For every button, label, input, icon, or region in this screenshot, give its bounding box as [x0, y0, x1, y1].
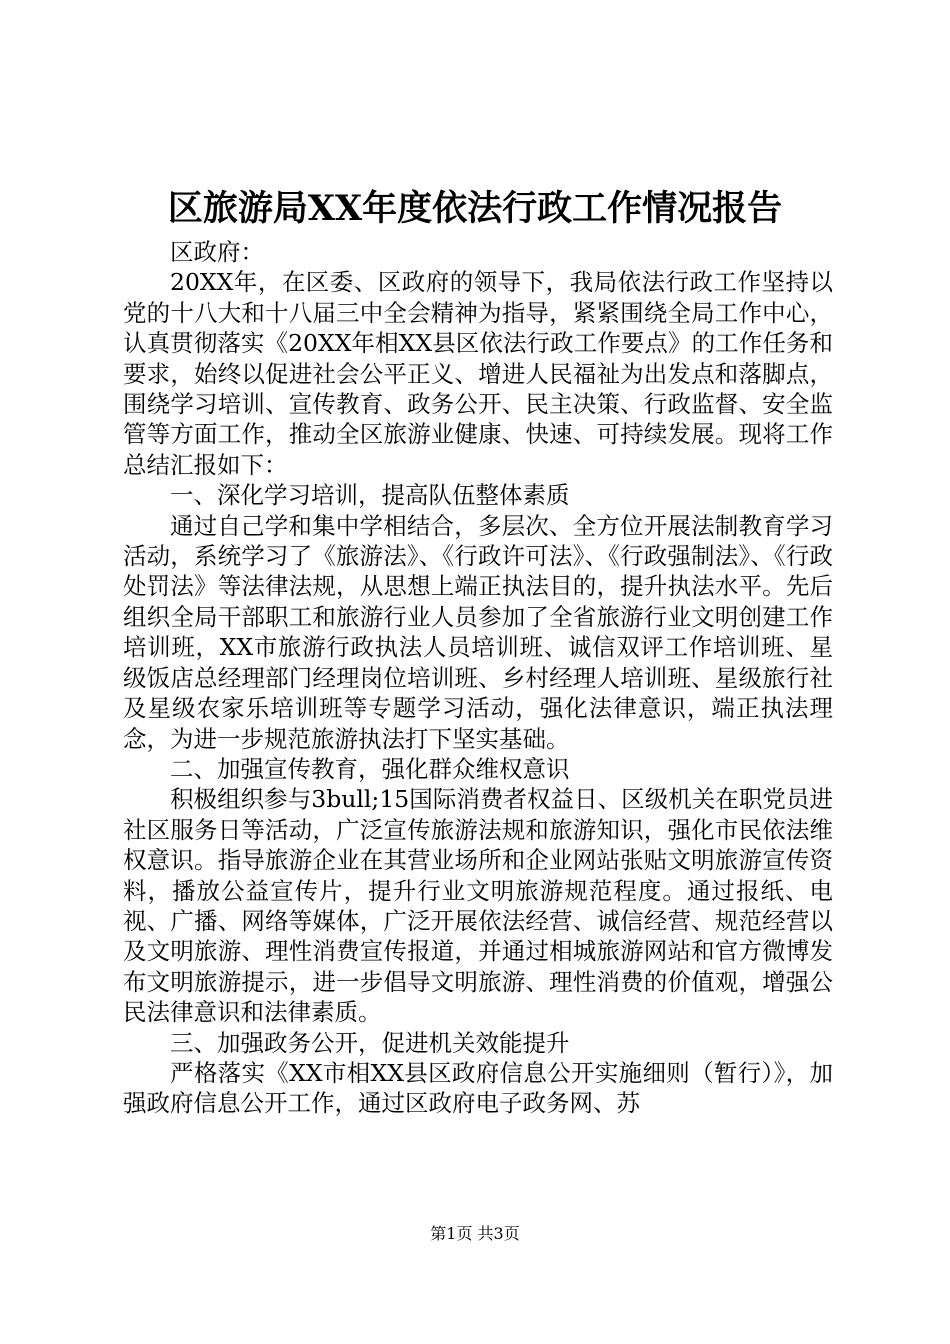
section-paragraph-2: 积极组织参与3bull;15国际消费者权益日、区级机关在职党员进社区服务日等活动，广泛宣传旅游法规和旅游知识，强化市民依法维权意识。指导旅游企业在其营业场所和企业网站张贴文明旅游宣传资料，播放公益宣传片，提升行业文明旅游规范程度。通过报纸、电视、广播、网络等媒体，广泛开展依法经营、诚信经营、规范经营以及文明旅游、理性消费宣传报道，并通过相城旅游网站和官方微博发布文明旅游提示，进一步倡导文明旅游、理性消费的价值观，增强公民法律意识和法律素质。 [123, 785, 833, 1027]
section-heading-1: 一、深化学习培训，提高队伍整体素质 [170, 481, 570, 510]
section-heading-3: 三、加强政务公开，促进机关效能提升 [170, 1028, 570, 1057]
intro-paragraph: 20XX年，在区委、区政府的领导下，我局依法行政工作坚持以党的十八大和十八届三中全会精神为指导，紧紧围绕全局工作中心，认真贯彻落实《20XX年相XX县区依法行政工作要点》的工作任务和要求，始终以促进社会公平正义、增进人民福祉为出发点和落脚点，围绕学习培训、宣传教育、政务公开、民主决策、行政监督、安全监管等方面工作，推动全区旅游业健康、快速、可持续发展。现将工作总结汇报如下： [123, 268, 833, 479]
salutation: 区政府： [170, 238, 264, 266]
section-paragraph-3: 严格落实《XX市相XX县区政府信息公开实施细则（暂行）》，加强政府信息公开工作，通过区政府电子政务网、苏 [123, 1058, 833, 1118]
section-heading-2: 二、加强宣传教育，强化群众维权意识 [170, 754, 570, 783]
document-title: 区旅游局XX年度依法行政工作情况报告 [167, 188, 783, 229]
document-body [123, 237, 833, 1119]
section-paragraph-1: 通过自己学和集中学相结合，多层次、全方位开展法制教育学习活动，系统学习了《旅游法》、《行政许可法》、《行政强制法》、《行政处罚法》等法律法规，从思想上端正执法目的，提升执法水平。先后组织全局干部职工和旅游行业人员参加了全省旅游行业文明创建工作培训班，XX市旅游行政执法人员培训班、诚信双评工作培训班、星级饭店总经理部门经理岗位培训班、乡村经理人培训班、星级旅行社及星级农家乐培训班等专题学习活动，强化法律意识，端正执法理念，为进一步规范旅游执法打下坚实基础。 [123, 511, 833, 753]
page-footer: 第1页 共3页 [430, 1224, 520, 1243]
